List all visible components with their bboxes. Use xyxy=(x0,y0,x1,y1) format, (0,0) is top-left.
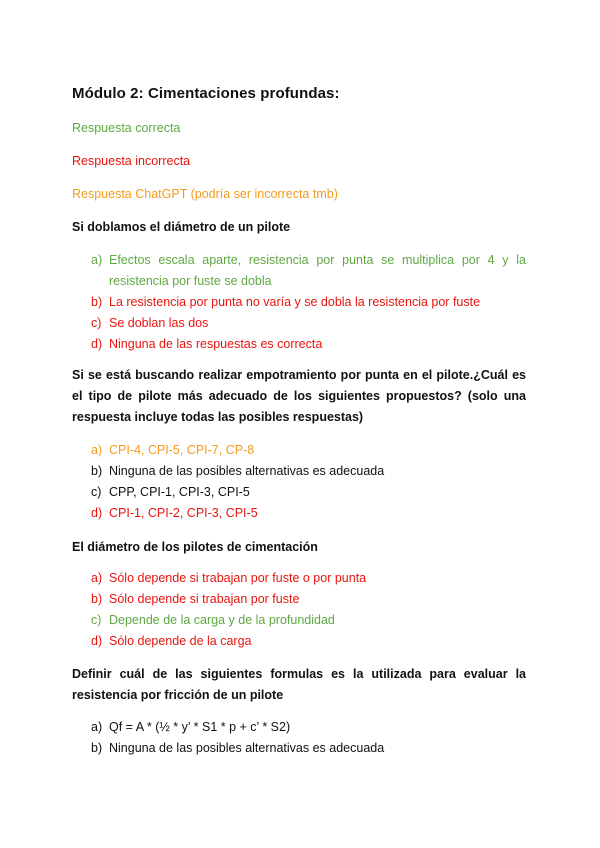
option-text: Sólo depende si trabajan por fuste xyxy=(109,592,300,606)
option-text: Ninguna de las respuestas es correcta xyxy=(109,337,323,351)
legend-incorrect: Respuesta incorrecta xyxy=(72,154,191,168)
question-2-options xyxy=(91,440,526,524)
option-1a xyxy=(91,250,526,292)
option-text: Qf = A * (½ * y’ * S1 * p + c’ * S2) xyxy=(109,720,291,734)
question-3: El diámetro de los pilotes de cimentación xyxy=(72,540,318,554)
option-text: CPP, CPI-1, CPI-3, CPI-5 xyxy=(109,485,250,499)
legend-chatgpt: Respuesta ChatGPT (podría ser incorrecta tmb) xyxy=(72,187,338,201)
option-2a xyxy=(91,440,526,461)
option-marker: a) xyxy=(91,720,103,734)
option-2b xyxy=(91,461,526,482)
question-1: Si doblamos el diámetro de un pilote xyxy=(72,220,291,234)
option-3b xyxy=(91,589,526,610)
option-1c xyxy=(91,313,526,334)
question-4: Definir cuál de las siguientes formulas es la utilizada para evaluar la resistencia por fricción de un pilote xyxy=(72,667,526,702)
option-text: Ninguna de las posibles alternativas es adecuada xyxy=(109,464,385,478)
option-marker: a) xyxy=(91,571,103,585)
page-title: Módulo 2: Cimentaciones profundas: xyxy=(72,85,340,102)
option-text: Sólo depende si trabajan por fuste o por punta xyxy=(109,571,367,585)
option-marker: c) xyxy=(91,485,102,499)
option-4b xyxy=(91,738,526,759)
option-2d xyxy=(91,503,526,524)
option-3d xyxy=(91,631,526,652)
option-marker: d) xyxy=(91,506,103,520)
option-marker: c) xyxy=(91,316,102,330)
option-text: Sólo depende de la carga xyxy=(109,634,252,648)
option-2c xyxy=(91,482,526,503)
option-text: CPI-4, CPI-5, CPI-7, CP-8 xyxy=(109,443,255,457)
question-3-options xyxy=(91,568,526,652)
option-4a xyxy=(91,717,526,738)
option-1b xyxy=(91,292,526,313)
question-1-options xyxy=(91,250,526,355)
option-marker: b) xyxy=(91,464,103,478)
option-3c xyxy=(91,610,526,631)
option-text: CPI-1, CPI-2, CPI-3, CPI-5 xyxy=(109,506,258,520)
option-text: Ninguna de las posibles alternativas es adecuada xyxy=(109,741,385,755)
option-marker: d) xyxy=(91,634,103,648)
option-marker: a) xyxy=(91,443,103,457)
option-1d xyxy=(91,334,526,355)
option-text: Se doblan las dos xyxy=(109,316,209,330)
legend-correct: Respuesta correcta xyxy=(72,121,181,135)
option-marker: b) xyxy=(91,741,103,755)
option-text: Efectos escala aparte, resistencia por punta se multiplica por 4 y la resistencia por fuste se dobla xyxy=(109,253,526,288)
option-marker: a) xyxy=(91,253,103,267)
question-4-options xyxy=(91,717,526,759)
option-text: La resistencia por punta no varía y se dobla la resistencia por fuste xyxy=(109,295,481,309)
option-3a xyxy=(91,568,526,589)
question-2: Si se está buscando realizar empotramiento por punta en el pilote.¿Cuál es el tipo de pilote más adecuado de los siguientes propuestos? (solo una respuesta incluye todas las posibles respuestas) xyxy=(72,368,526,424)
option-marker: c) xyxy=(91,613,102,627)
option-text: Depende de la carga y de la profundidad xyxy=(109,613,335,627)
option-marker: b) xyxy=(91,592,103,606)
option-marker: b) xyxy=(91,295,103,309)
option-marker: d) xyxy=(91,337,103,351)
